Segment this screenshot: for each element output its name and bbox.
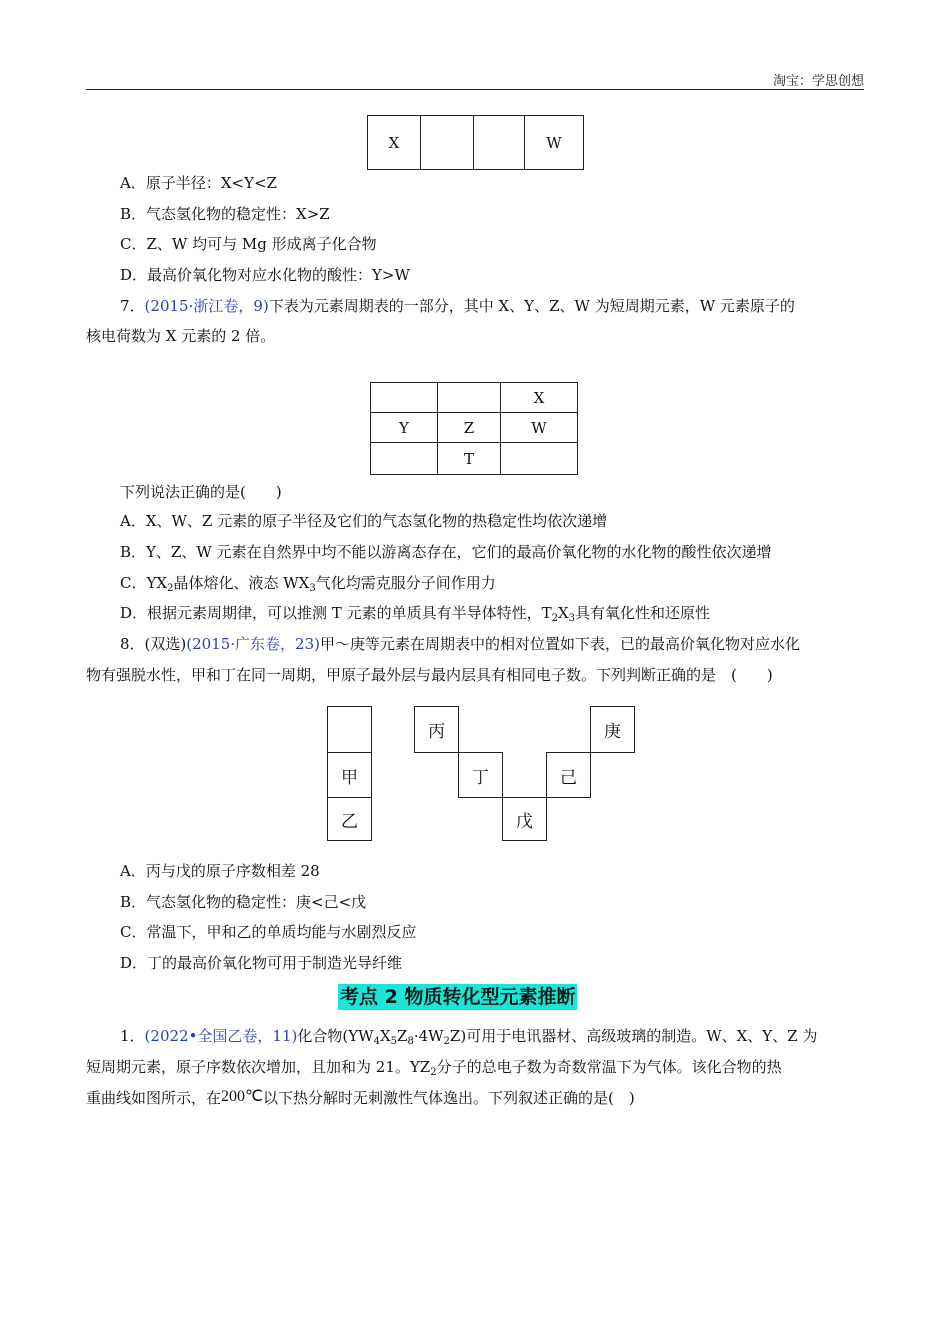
text: 分子的总电子数为奇数常温下为气体。该化合物的热 xyxy=(436,1058,782,1076)
q7-option-d xyxy=(120,602,710,623)
q1-stem-line3 xyxy=(86,1086,635,1108)
subscript: 5 xyxy=(390,1036,397,1047)
diagram-cell-wu: 戊 xyxy=(502,797,547,841)
text: 晶体熔化、液态 WX xyxy=(173,574,310,592)
q7-option-c xyxy=(120,572,496,593)
subscript: 3 xyxy=(568,613,576,624)
table-cell: W xyxy=(501,413,578,443)
q1-stem-line1 xyxy=(120,1025,817,1046)
subscript: 8 xyxy=(407,1036,414,1047)
subscript: 2 xyxy=(430,1067,437,1078)
text: Z)可用于电讯器材、高级玻璃的制造。W、X、Y、Z 为 xyxy=(449,1027,818,1045)
q8-option-d: D．丁的最高价氧化物可用于制造光导纤维 xyxy=(120,954,403,972)
q8-text: 甲～庚等元素在周期表中的相对位置如下表，已的最高价氧化物对应水化 xyxy=(319,635,800,653)
text: 以下热分解时无刺激性气体逸出。下列叙述正确的是( ) xyxy=(262,1089,635,1107)
text: ·4W xyxy=(413,1027,444,1045)
text: 气化均需克服分子间作用力 xyxy=(315,574,496,592)
q8-option-c: C．常温下，甲和乙的单质均能与水剧烈反应 xyxy=(120,923,417,941)
text: Z xyxy=(397,1027,408,1045)
q8-option-b: B．气态氢化物的稳定性：庚<己<戊 xyxy=(120,893,367,911)
table-cell: X xyxy=(501,383,578,413)
table-cell xyxy=(421,116,474,170)
q8-source: (2015·广东卷，23) xyxy=(186,635,320,653)
header-rule xyxy=(86,89,864,90)
q6-option-b: B．气态氢化物的稳定性：X>Z xyxy=(120,205,330,223)
diagram-cell-jia: 甲 xyxy=(327,752,372,798)
subscript: 2 xyxy=(167,583,174,594)
q6-option-a: A．原子半径：X<Y<Z xyxy=(120,174,277,192)
q6-option-c: C．Z、W 均可与 Mg 形成离子化合物 xyxy=(120,235,377,253)
diagram-cell-yi: 乙 xyxy=(327,797,372,841)
q6-option-d: D．最高价氧化物对应水化物的酸性：Y>W xyxy=(120,266,410,284)
q7-option-b: B．Y、Z、W 元素在自然界中均不能以游离态存在，它们的最高价氧化物的水化物的酸性依次递增 xyxy=(120,543,772,561)
table-cell: T xyxy=(438,443,501,475)
diagram-cell-geng: 庚 xyxy=(590,706,635,753)
q8-option-a: A．丙与戊的原子序数相差 28 xyxy=(120,862,320,880)
header-brand: 淘宝：学思创想 xyxy=(772,74,864,89)
subscript: 2 xyxy=(551,613,558,624)
diagram-cell-bing: 丙 xyxy=(414,706,459,753)
table-cell: Z xyxy=(438,413,501,443)
table-cell xyxy=(474,116,525,170)
text: 重曲线如图所示，在 xyxy=(86,1089,222,1107)
text: 具有氧化性和还原性 xyxy=(575,604,711,622)
table-cell: W xyxy=(525,116,584,170)
text: 短周期元素，原子序数依次增加，且加和为 21。YZ xyxy=(86,1058,431,1076)
diagram-cell-empty xyxy=(327,706,372,753)
text: D．根据元素周期律，可以推测 T 元素的单质具有半导体特性，T xyxy=(120,604,552,622)
q8-prefix: 8．(双选) xyxy=(120,635,187,653)
q8-stem-line2: 物有强脱水性，甲和丁在同一周期，甲原子最外层与最内层具有相同电子数。下列判断正确的是 ( ) xyxy=(86,666,773,684)
q8-stem-line1 xyxy=(120,633,800,654)
q1-source: (2022•全国乙卷，11) xyxy=(144,1027,298,1045)
table-cell xyxy=(371,443,438,475)
table-cell xyxy=(371,383,438,413)
temperature: 200℃ xyxy=(221,1088,263,1105)
element-table-q7 xyxy=(370,382,578,475)
q7-text: 下表为元素周期表的一部分，其中 X、Y、Z、W 为短周期元素，W 元素原子的 xyxy=(268,297,795,315)
table-cell: X xyxy=(368,116,421,170)
text: X xyxy=(379,1027,391,1045)
table-cell xyxy=(438,383,501,413)
subscript: 2 xyxy=(443,1036,450,1047)
element-table-q6 xyxy=(367,115,584,170)
subscript: 3 xyxy=(309,583,316,594)
diagram-cell-ji: 己 xyxy=(546,752,591,798)
q7-source: (2015·浙江卷，9) xyxy=(144,297,269,315)
text: X xyxy=(557,604,569,622)
q7-option-a: A．X、W、Z 元素的原子半径及它们的气态氢化物的热稳定性均依次递增 xyxy=(120,512,608,530)
q7-number: 7． xyxy=(120,297,145,315)
text: C．YX xyxy=(120,574,168,592)
subscript: 4 xyxy=(373,1036,380,1047)
text: 化合物(YW xyxy=(297,1027,374,1045)
table-cell xyxy=(501,443,578,475)
q7-question: 下列说法正确的是( ) xyxy=(120,483,282,501)
diagram-cell-ding: 丁 xyxy=(458,752,503,798)
table-cell: Y xyxy=(371,413,438,443)
q1-stem-line2 xyxy=(86,1056,782,1077)
q1-number: 1． xyxy=(120,1027,145,1045)
section-heading: 考点 2 物质转化型元素推断 xyxy=(340,986,576,1008)
q7-stem-line2: 核电荷数为 X 元素的 2 倍。 xyxy=(86,327,276,345)
q7-stem-line1 xyxy=(120,295,795,316)
